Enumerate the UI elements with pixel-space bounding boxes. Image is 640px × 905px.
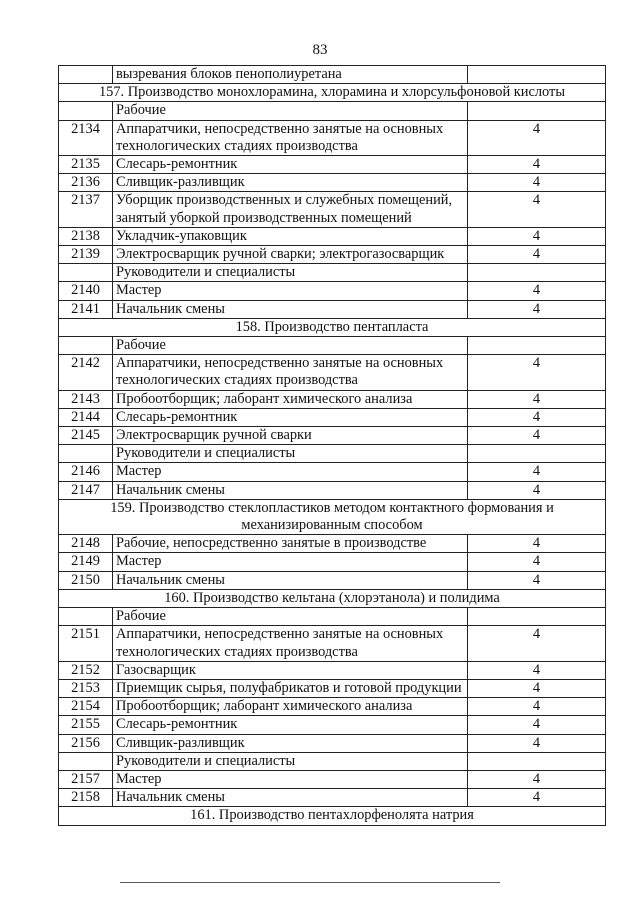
table-row — [59, 390, 606, 408]
page-number: 83 — [312, 42, 328, 58]
row-code — [59, 102, 113, 120]
table-row — [59, 427, 606, 445]
row-code: 2147 — [59, 481, 113, 499]
table-row — [59, 227, 606, 245]
row-name: Рабочие, непосредственно занятые в производстве — [113, 535, 468, 553]
table-row — [59, 481, 606, 499]
table-row — [59, 626, 606, 661]
row-name: Слесарь-ремонтник — [113, 408, 468, 426]
row-value — [468, 752, 606, 770]
table-row — [59, 192, 606, 227]
row-code: 2141 — [59, 300, 113, 318]
row-name: Электросварщик ручной сварки — [113, 427, 468, 445]
subheader-label: Руководители и специалисты — [113, 752, 468, 770]
row-value — [468, 66, 606, 84]
section-header-row — [59, 807, 606, 825]
table-row — [59, 463, 606, 481]
row-name: Мастер — [113, 553, 468, 571]
section-header-row — [59, 84, 606, 102]
subheader-label: Руководители и специалисты — [113, 264, 468, 282]
subheader-label: Рабочие — [113, 608, 468, 626]
row-name: Начальник смены — [113, 789, 468, 807]
profession-table — [58, 65, 606, 826]
table-row — [59, 661, 606, 679]
row-value: 4 — [468, 481, 606, 499]
row-value: 4 — [468, 571, 606, 589]
row-code: 2136 — [59, 174, 113, 192]
row-value: 4 — [468, 427, 606, 445]
row-code: 2143 — [59, 390, 113, 408]
table-row — [59, 553, 606, 571]
row-value: 4 — [468, 626, 606, 661]
section-header-row — [59, 589, 606, 607]
row-name: Сливщик-разливщик — [113, 734, 468, 752]
row-code: 2154 — [59, 698, 113, 716]
row-code: 2155 — [59, 716, 113, 734]
row-name: Приемщик сырья, полуфабрикатов и готовой продукции — [113, 679, 468, 697]
table-row — [59, 282, 606, 300]
row-value: 4 — [468, 770, 606, 788]
row-value: 4 — [468, 698, 606, 716]
row-code: 2158 — [59, 789, 113, 807]
row-value: 4 — [468, 282, 606, 300]
row-code — [59, 608, 113, 626]
row-value: 4 — [468, 174, 606, 192]
row-name: Газосварщик — [113, 661, 468, 679]
subheader-row — [59, 608, 606, 626]
row-value — [468, 337, 606, 355]
row-code: 2152 — [59, 661, 113, 679]
row-value: 4 — [468, 192, 606, 227]
row-value: 4 — [468, 355, 606, 390]
row-name: Начальник смены — [113, 481, 468, 499]
table-row — [59, 770, 606, 788]
subheader-row — [59, 337, 606, 355]
subheader-row — [59, 264, 606, 282]
row-name: Пробоотборщик; лаборант химического анализа — [113, 698, 468, 716]
row-code: 2139 — [59, 246, 113, 264]
row-value: 4 — [468, 716, 606, 734]
subheader-row — [59, 752, 606, 770]
table-row — [59, 679, 606, 697]
row-name: Начальник смены — [113, 300, 468, 318]
row-value — [468, 445, 606, 463]
table-row — [59, 300, 606, 318]
table-row — [59, 408, 606, 426]
row-value: 4 — [468, 120, 606, 155]
table-row — [59, 571, 606, 589]
row-code: 2151 — [59, 626, 113, 661]
row-value: 4 — [468, 300, 606, 318]
subheader-label: Рабочие — [113, 102, 468, 120]
row-name: Мастер — [113, 463, 468, 481]
page-bottom-rule — [120, 882, 500, 883]
section-title: 157. Производство монохлорамина, хлорамина и хлорсульфоновой кислоты — [59, 84, 606, 102]
row-code: 2134 — [59, 120, 113, 155]
row-name: Пробоотборщик; лаборант химического анализа — [113, 390, 468, 408]
subheader-row — [59, 445, 606, 463]
row-value: 4 — [468, 535, 606, 553]
row-value: 4 — [468, 390, 606, 408]
row-value: 4 — [468, 553, 606, 571]
row-name: Аппаратчики, непосредственно занятые на основных технологических стадиях производства — [113, 626, 468, 661]
row-value: 4 — [468, 679, 606, 697]
table-row — [59, 156, 606, 174]
row-code: 2156 — [59, 734, 113, 752]
row-value — [468, 264, 606, 282]
section-header-row — [59, 499, 606, 534]
table-row — [59, 734, 606, 752]
row-name: Аппаратчики, непосредственно занятые на основных технологических стадиях производства — [113, 355, 468, 390]
section-title: 159. Производство стеклопластиков методом контактного формования и механизированным способом — [59, 499, 606, 534]
subheader-label: Руководители и специалисты — [113, 445, 468, 463]
row-name: Сливщик-разливщик — [113, 174, 468, 192]
row-code: 2145 — [59, 427, 113, 445]
row-code — [59, 445, 113, 463]
row-value: 4 — [468, 463, 606, 481]
table-row — [59, 789, 606, 807]
row-value: 4 — [468, 246, 606, 264]
table-row — [59, 535, 606, 553]
subheader-label: Рабочие — [113, 337, 468, 355]
row-value: 4 — [468, 156, 606, 174]
row-name: Мастер — [113, 770, 468, 788]
row-code: 2138 — [59, 227, 113, 245]
row-code: 2153 — [59, 679, 113, 697]
row-code — [59, 66, 113, 84]
section-title: 160. Производство кельтана (хлорэтанола) и полидима — [59, 589, 606, 607]
row-value: 4 — [468, 408, 606, 426]
row-name: Электросварщик ручной сварки; электрогазосварщик — [113, 246, 468, 264]
row-code — [59, 752, 113, 770]
row-value: 4 — [468, 789, 606, 807]
table-row — [59, 355, 606, 390]
row-value: 4 — [468, 661, 606, 679]
row-code: 2140 — [59, 282, 113, 300]
row-name: Уборщик производственных и служебных помещений, занятый уборкой производственных помещений — [113, 192, 468, 227]
row-code: 2142 — [59, 355, 113, 390]
row-value — [468, 608, 606, 626]
row-name: Мастер — [113, 282, 468, 300]
section-title: 161. Производство пентахлорфенолята натрия — [59, 807, 606, 825]
table-row — [59, 246, 606, 264]
row-code — [59, 337, 113, 355]
row-code — [59, 264, 113, 282]
row-code: 2150 — [59, 571, 113, 589]
subheader-row — [59, 102, 606, 120]
row-value — [468, 102, 606, 120]
section-title: 158. Производство пентапласта — [59, 318, 606, 336]
table-row — [59, 716, 606, 734]
row-value: 4 — [468, 734, 606, 752]
table-body — [59, 66, 606, 826]
row-code: 2149 — [59, 553, 113, 571]
row-code: 2135 — [59, 156, 113, 174]
row-code: 2146 — [59, 463, 113, 481]
row-code: 2148 — [59, 535, 113, 553]
row-name: Начальник смены — [113, 571, 468, 589]
table-row — [59, 698, 606, 716]
table-row — [59, 120, 606, 155]
table-row — [59, 174, 606, 192]
row-code: 2157 — [59, 770, 113, 788]
row-name: вызревания блоков пенополиуретана — [113, 66, 468, 84]
row-code: 2137 — [59, 192, 113, 227]
row-name: Укладчик-упаковщик — [113, 227, 468, 245]
row-name: Слесарь-ремонтник — [113, 156, 468, 174]
section-header-row — [59, 318, 606, 336]
row-value: 4 — [468, 227, 606, 245]
row-name: Слесарь-ремонтник — [113, 716, 468, 734]
row-name: Аппаратчики, непосредственно занятые на основных технологических стадиях производства — [113, 120, 468, 155]
table-row — [59, 66, 606, 84]
row-code: 2144 — [59, 408, 113, 426]
